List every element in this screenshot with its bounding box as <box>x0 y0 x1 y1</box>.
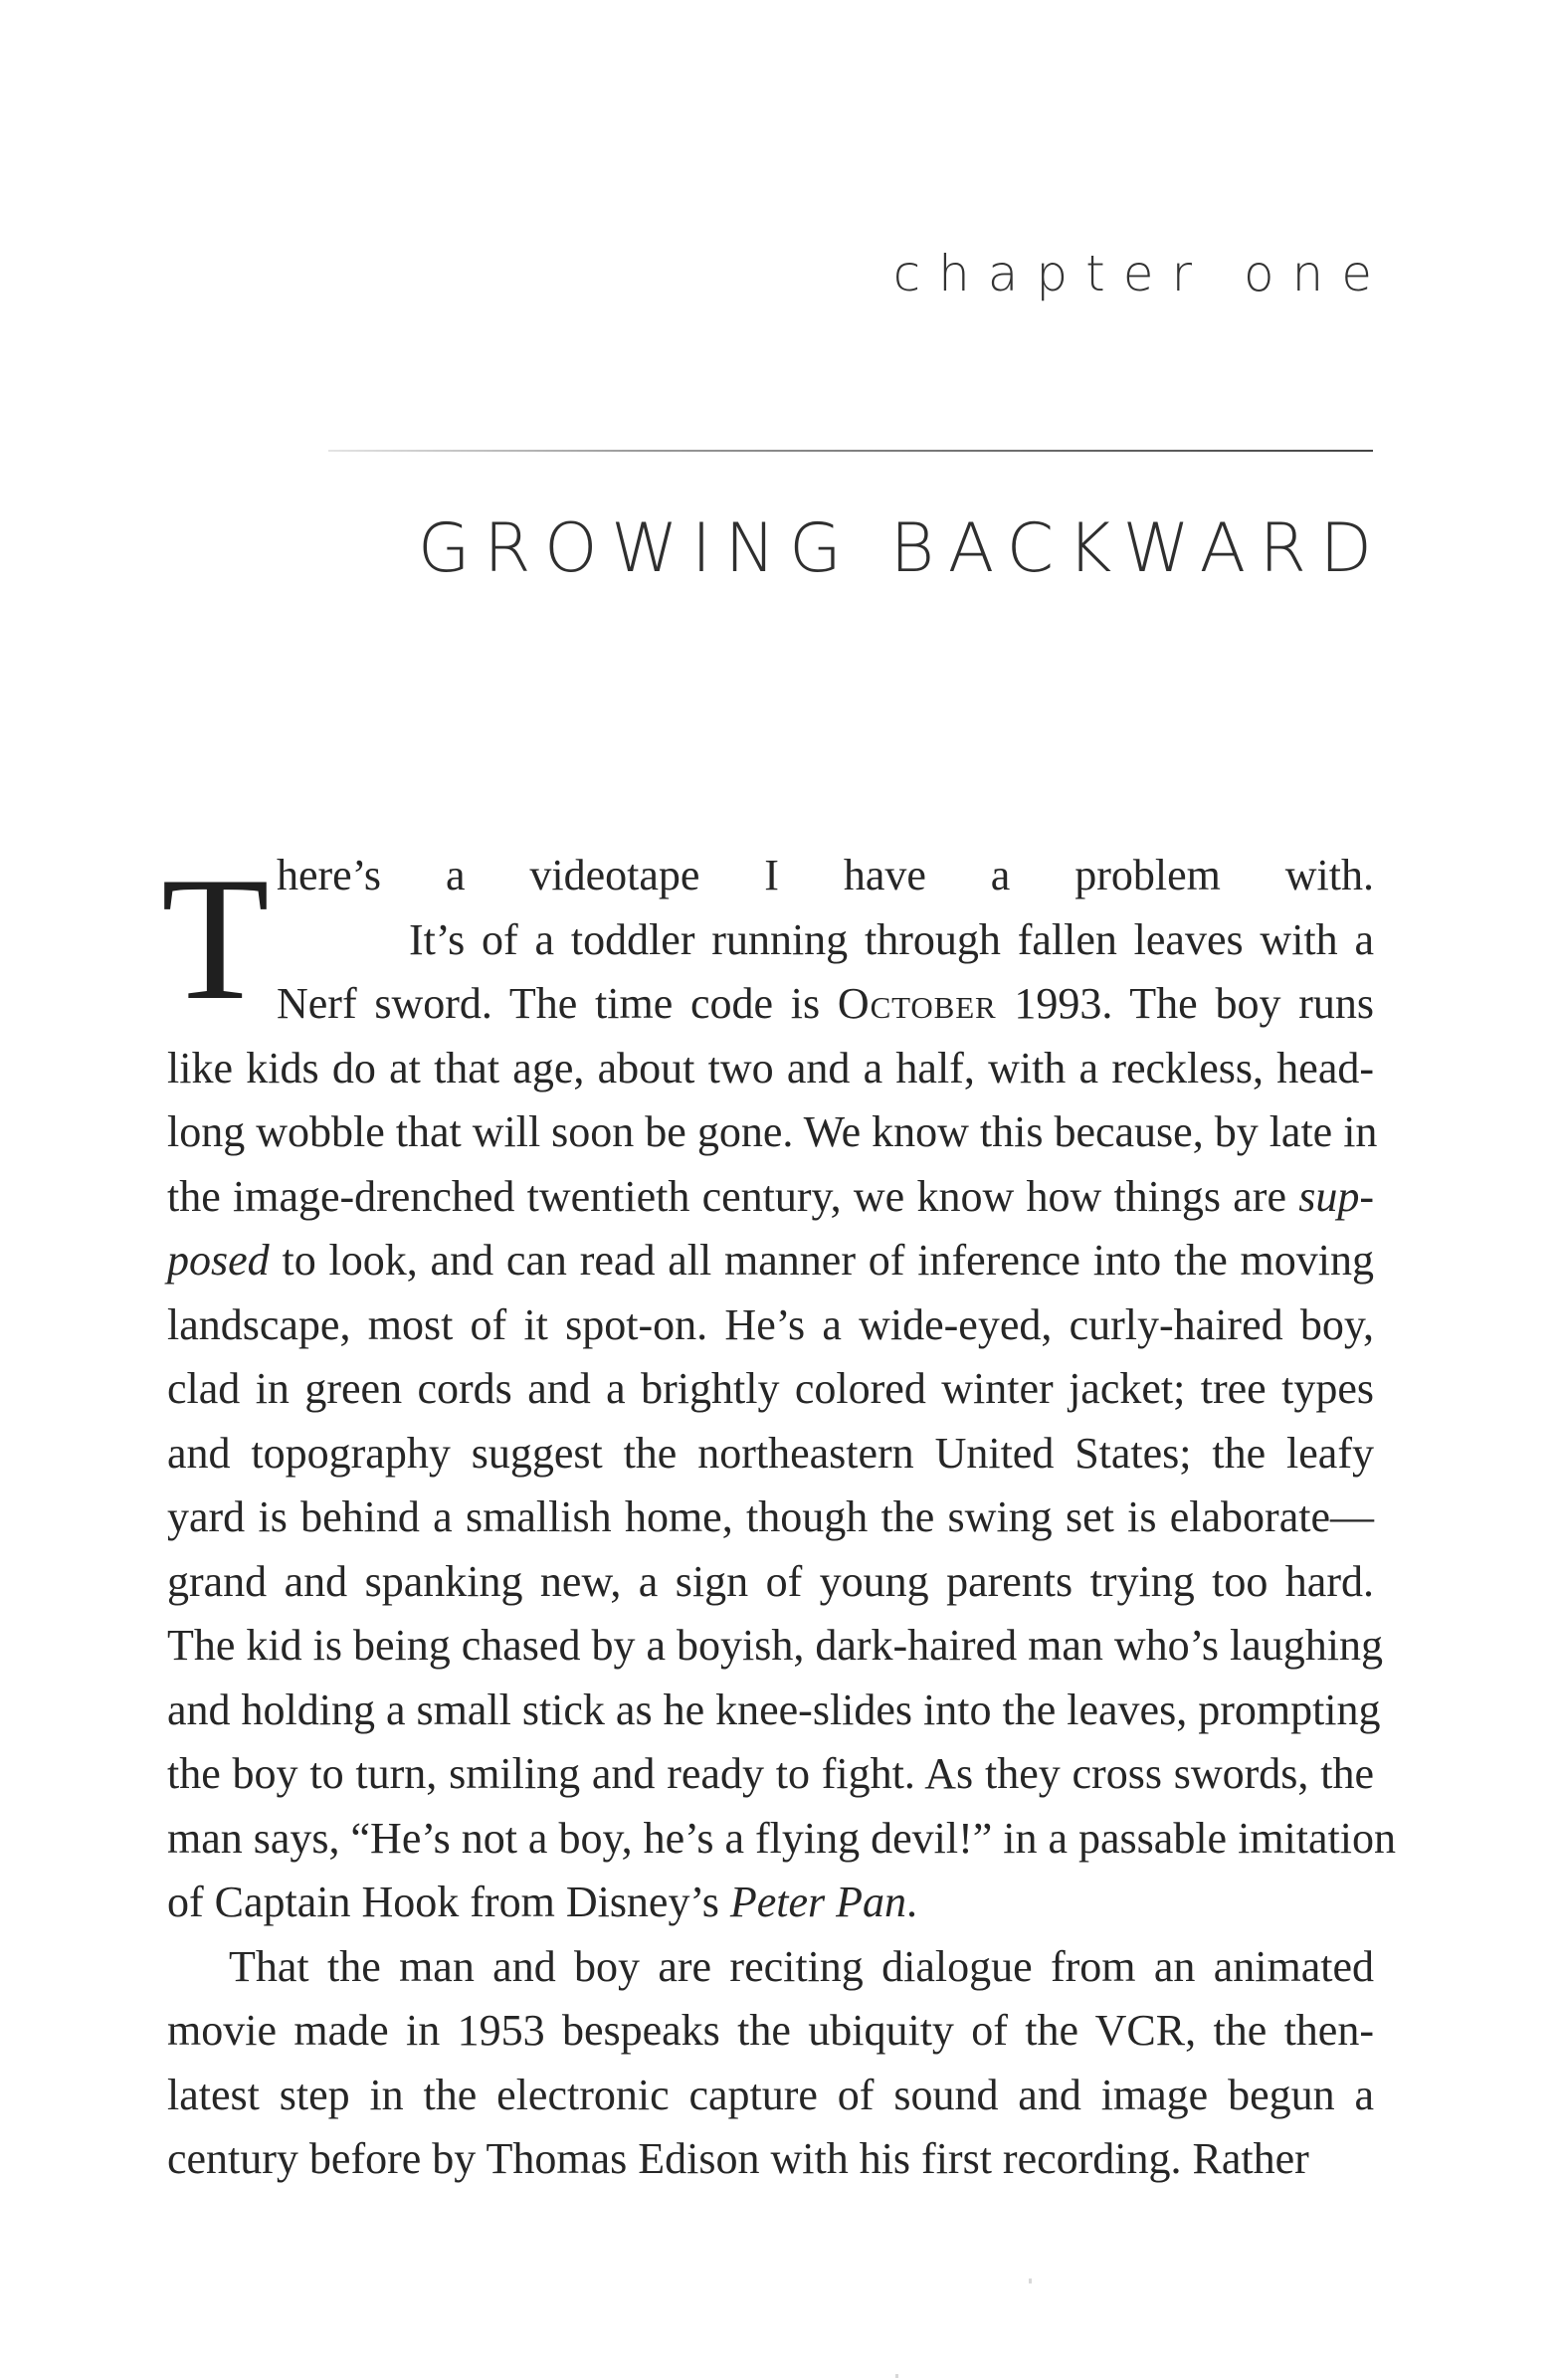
drop-cap: T <box>161 840 270 1037</box>
text-line <box>167 1037 1374 1101</box>
text-run: and holding a small stick as he knee-slides into the leaves, prompting <box>167 1685 1381 1734</box>
text-run: the boy to turn, smiling and ready to fight. As they cross swords, the <box>167 1749 1374 1798</box>
text-line <box>167 1486 1374 1550</box>
text-run: latest step in the electronic capture of sound and image begun a <box>167 2070 1374 2119</box>
text-run: That the man and boy are reciting dialogue from an animated <box>229 1941 1374 1991</box>
text-run: man says, “He’s not a boy, he’s a flying devil!” in a passable imitation <box>167 1813 1396 1863</box>
text-line <box>167 2127 1374 2192</box>
text-line <box>167 844 1374 908</box>
chapter-title: GROWING BACKWARD <box>417 509 1386 588</box>
text-line <box>167 1422 1374 1487</box>
chapter-rule <box>328 450 1373 452</box>
text-line <box>167 908 1374 973</box>
text-line <box>167 1550 1374 1615</box>
text-line <box>167 972 1374 1037</box>
paragraph-2 <box>167 1935 1374 2192</box>
text-run: the image-drenched twentieth century, we know how things are <box>167 1171 1299 1221</box>
text-line <box>167 1357 1374 1422</box>
text-line <box>167 1293 1374 1358</box>
text-run: Peter Pan <box>729 1878 906 1926</box>
text-run: clad in green cords and a brightly colored winter jacket; tree types <box>167 1364 1374 1413</box>
text-run: Nerf sword. The time code is <box>277 979 838 1028</box>
scan-speck <box>895 2374 898 2378</box>
text-run: and topography suggest the northeastern United States; the leafy <box>167 1428 1374 1478</box>
text-run: movie made in 1953 bespeaks the ubiquity of the VCR, the then- <box>167 2006 1374 2055</box>
text-run: landscape, most of it spot-on. He’s a wide-eyed, curly-haired boy, <box>167 1299 1374 1349</box>
text-line <box>167 2064 1374 2128</box>
text-run: It’s of a toddler running through fallen leaves with a <box>409 914 1374 964</box>
text-line <box>167 1999 1374 2064</box>
text-run: The kid is being chased by a boyish, dark-haired man who’s laughing <box>167 1621 1383 1670</box>
text-run: posed <box>167 1236 270 1285</box>
text-run: October <box>837 979 997 1028</box>
text-line <box>167 1614 1383 1679</box>
text-run: like kids do at that age, about two and a half, with a reckless, head- <box>167 1043 1374 1092</box>
text-line <box>167 1742 1374 1807</box>
text-run: century before by Thomas Edison with his first recording. Rather <box>167 2134 1309 2183</box>
text-run: yard is behind a smallish home, though the swing set is elaborate— <box>167 1492 1374 1541</box>
text-run: here’s a videotape I have a problem with. <box>277 851 1374 899</box>
text-run: sup- <box>1298 1171 1374 1221</box>
scan-speck <box>1029 2279 1032 2283</box>
text-run: . <box>905 1878 917 1926</box>
text-line <box>167 1871 1374 1935</box>
text-run: of Captain Hook from Disney’s <box>167 1878 730 1926</box>
paragraph-1 <box>161 840 1396 1935</box>
text-line <box>167 1165 1374 1230</box>
text-run: long wobble that will soon be gone. We know this because, by late in <box>167 1107 1378 1156</box>
text-line <box>167 1935 1374 2000</box>
text-run: to look, and can read all manner of inference into the moving <box>269 1236 1374 1285</box>
chapter-label: chapter one <box>892 245 1390 302</box>
text-line <box>167 1229 1374 1293</box>
body-text <box>161 840 1396 2192</box>
text-line <box>167 1679 1381 1743</box>
text-run: 1993. The boy runs <box>996 979 1374 1028</box>
text-run: grand and spanking new, a sign of young parents trying too hard. <box>167 1556 1374 1606</box>
text-line <box>167 1807 1396 1872</box>
text-line <box>167 1100 1378 1165</box>
